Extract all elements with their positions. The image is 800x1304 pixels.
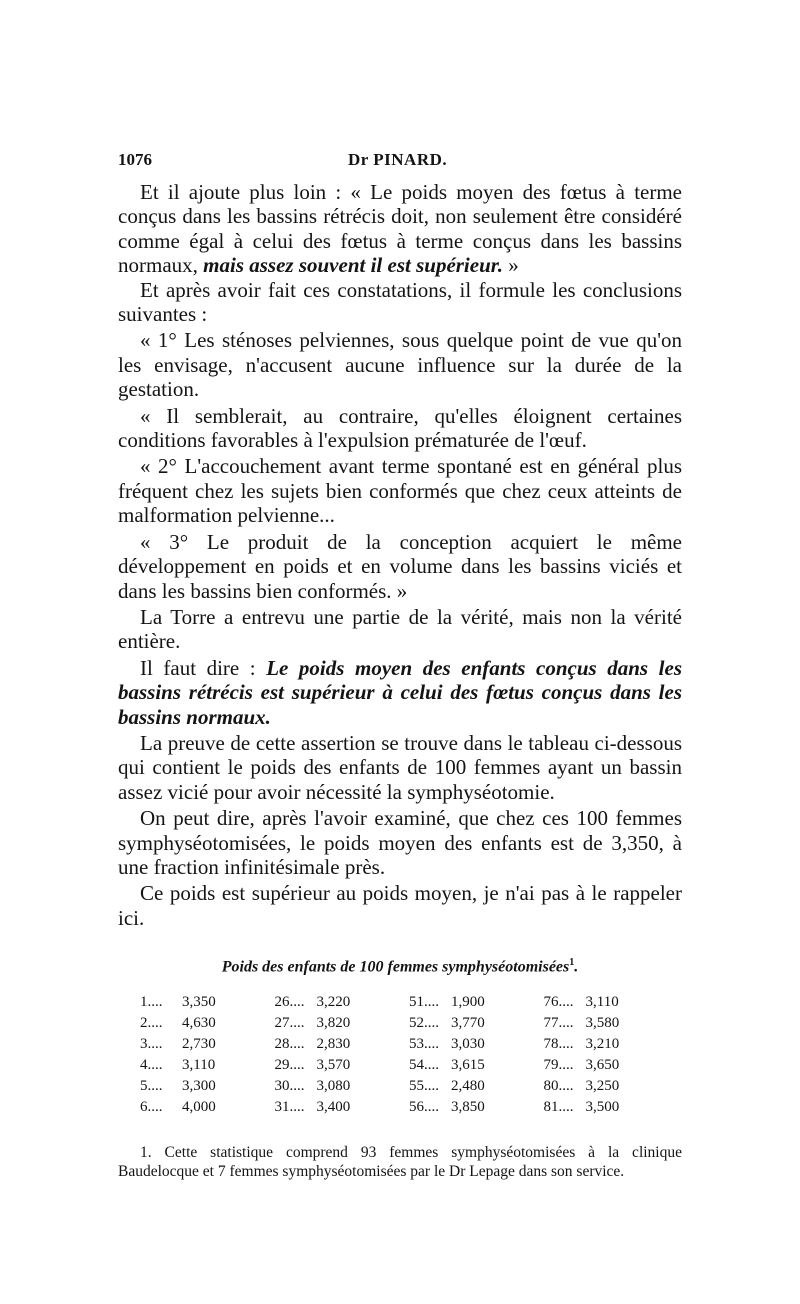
row-index: 5.... <box>140 1077 163 1094</box>
table-row <box>275 992 404 1013</box>
row-weight: 3,080 <box>316 1077 351 1094</box>
row-weight: 3,110 <box>585 993 619 1010</box>
row-index: 2.... <box>140 1014 163 1031</box>
footnote-text: Cette statistique comprend 93 femmes symphyséotomisées à la clinique Baudelocque et 7 femmes symphyséotomisées par le Dr Lepage dans son service. <box>118 1143 682 1180</box>
table-row <box>140 992 269 1013</box>
document-page <box>118 150 682 1181</box>
table-caption: Poids des enfants de 100 femmes symphyséotomisées$^1$. <box>221 957 579 976</box>
table-row <box>544 992 673 1013</box>
table-row <box>544 1034 673 1055</box>
row-index: 77.... <box>543 1014 574 1031</box>
row-index: 81.... <box>543 1098 574 1115</box>
row-index: 78.... <box>543 1035 574 1052</box>
emphasis: Le poids moyen des enfants conçus dans les bassins rétrécis est supérieur à celui des fœtus conçus dans les bassins normaux. <box>118 655 682 729</box>
table-row <box>409 1055 538 1076</box>
table-row <box>544 1055 673 1076</box>
paragraph: On peut dire, après l'avoir examiné, que chez ces 100 femmes symphyséotomisées, le poids moyen des enfants est de 3,350, à une fraction infinitésimale près. <box>118 806 682 879</box>
page-number: 1076 <box>118 150 152 169</box>
row-index: 26.... <box>274 993 305 1010</box>
row-weight: 3,250 <box>585 1077 620 1094</box>
row-index: 56.... <box>409 1098 439 1115</box>
closing-quote: » <box>503 253 519 278</box>
row-weight: 3,500 <box>585 1098 620 1115</box>
footnote-body <box>118 1143 682 1181</box>
weights-table <box>140 992 672 1118</box>
paragraph <box>118 656 682 729</box>
table-column <box>275 992 404 1118</box>
table-row <box>544 1097 673 1118</box>
row-weight: 4,630 <box>182 1014 216 1031</box>
paragraph: La Torre a entrevu une partie de la vérité, mais non la vérité entière. <box>118 604 682 654</box>
paragraph: La preuve de cette assertion se trouve dans le tableau ci-dessous qui contient le poids des enfants de 100 femmes ayant un bassin assez vicié pour avoir nécessité la symphyséotomie. <box>118 730 682 804</box>
table-row <box>140 1034 269 1055</box>
row-weight: 3,770 <box>451 1014 485 1031</box>
table-row <box>275 1097 404 1118</box>
table-row <box>140 1076 269 1097</box>
row-weight: 3,580 <box>585 1014 620 1031</box>
footnote <box>118 1143 682 1181</box>
row-weight: 3,650 <box>585 1056 620 1073</box>
row-index: 55.... <box>409 1077 439 1094</box>
row-index: 31.... <box>274 1098 305 1115</box>
row-index: 54.... <box>409 1056 439 1073</box>
table-row <box>409 1097 538 1118</box>
row-weight: 2,730 <box>182 1035 216 1052</box>
row-index: 30.... <box>274 1077 305 1094</box>
row-weight: 3,210 <box>585 1035 620 1052</box>
paragraph-text: Et il ajoute plus loin : « Le poids moyen des fœtus à terme conçus dans les bassins rétrécis doit, non seulement être considéré comme égal à celui des fœtus à terme conçus dans les bassins normaux, <box>118 180 682 278</box>
emphasis: mais assez souvent il est supérieur. <box>203 253 504 278</box>
table-caption-text: Poids des enfants de 100 femmes symphyséotomisées <box>221 958 570 976</box>
row-weight: 3,615 <box>451 1056 485 1073</box>
table-row <box>409 1013 538 1034</box>
row-index: 79.... <box>543 1056 574 1073</box>
table-row <box>140 1013 269 1034</box>
row-index: 28.... <box>274 1035 305 1052</box>
table-row <box>275 1013 404 1034</box>
footnote-marker: 1. <box>140 1143 152 1161</box>
paragraph <box>118 180 682 278</box>
row-index: 4.... <box>140 1056 163 1073</box>
table-column <box>544 992 673 1118</box>
row-weight: 2,830 <box>316 1035 351 1052</box>
table-row <box>544 1013 673 1034</box>
paragraph-text: Il faut dire : <box>140 655 256 680</box>
running-head: Dr PINARD. <box>348 150 448 169</box>
row-index: 53.... <box>409 1035 439 1052</box>
row-weight: 3,220 <box>316 993 351 1010</box>
page-header <box>118 150 682 180</box>
footnote-ref: 1 <box>569 957 575 969</box>
table-row <box>140 1097 269 1118</box>
row-weight: 3,030 <box>451 1035 485 1052</box>
row-weight: 3,850 <box>451 1098 485 1115</box>
table-row <box>140 1055 269 1076</box>
body-text <box>118 180 682 930</box>
table-row <box>409 1034 538 1055</box>
row-weight: 3,110 <box>182 1056 216 1073</box>
paragraph: « 2° L'accouchement avant terme spontané est en général plus fréquent chez les sujets bien conformés que chez ceux atteints de malformation pelvienne... <box>118 454 682 528</box>
row-weight: 3,820 <box>316 1014 351 1031</box>
paragraph: « Il semblerait, au contraire, qu'elles éloignent certaines conditions favorables à l'expulsion prématurée de l'œuf. <box>118 403 682 453</box>
row-weight: 3,350 <box>182 993 216 1010</box>
row-index: 6.... <box>140 1098 163 1115</box>
paragraph: Ce poids est supérieur au poids moyen, je n'ai pas à le rappeler ici. <box>118 881 682 930</box>
row-weight: 2,480 <box>451 1077 485 1094</box>
table-row <box>409 992 538 1013</box>
row-weight: 1,900 <box>451 993 485 1010</box>
table-row <box>409 1076 538 1097</box>
table-row <box>275 1076 404 1097</box>
table-column <box>409 992 538 1118</box>
row-index: 3.... <box>140 1035 163 1052</box>
row-index: 51.... <box>409 993 439 1010</box>
table-row <box>275 1034 404 1055</box>
row-index: 76.... <box>543 993 574 1010</box>
row-index: 27.... <box>274 1014 305 1031</box>
row-index: 52.... <box>409 1014 439 1031</box>
paragraph: Et après avoir fait ces constatations, il formule les conclusions suivantes : <box>118 277 682 327</box>
row-weight: 4,000 <box>182 1098 216 1115</box>
row-weight: 3,300 <box>182 1077 216 1094</box>
table-row <box>275 1055 404 1076</box>
row-weight: 3,570 <box>316 1056 351 1073</box>
row-index: 1.... <box>140 993 163 1010</box>
row-weight: 3,400 <box>316 1098 351 1115</box>
row-index: 80.... <box>543 1077 574 1094</box>
table-row <box>544 1076 673 1097</box>
paragraph: « 3° Le produit de la conception acquiert le même développement en poids et en volume dans les bassins viciés et dans les bassins bien conformés. » <box>118 529 682 603</box>
table-column <box>140 992 269 1118</box>
row-index: 29.... <box>274 1056 305 1073</box>
paragraph: « 1° Les sténoses pelviennes, sous quelque point de vue qu'on les envisage, n'accusent aucune influence sur la durée de la gestation. <box>118 328 682 402</box>
